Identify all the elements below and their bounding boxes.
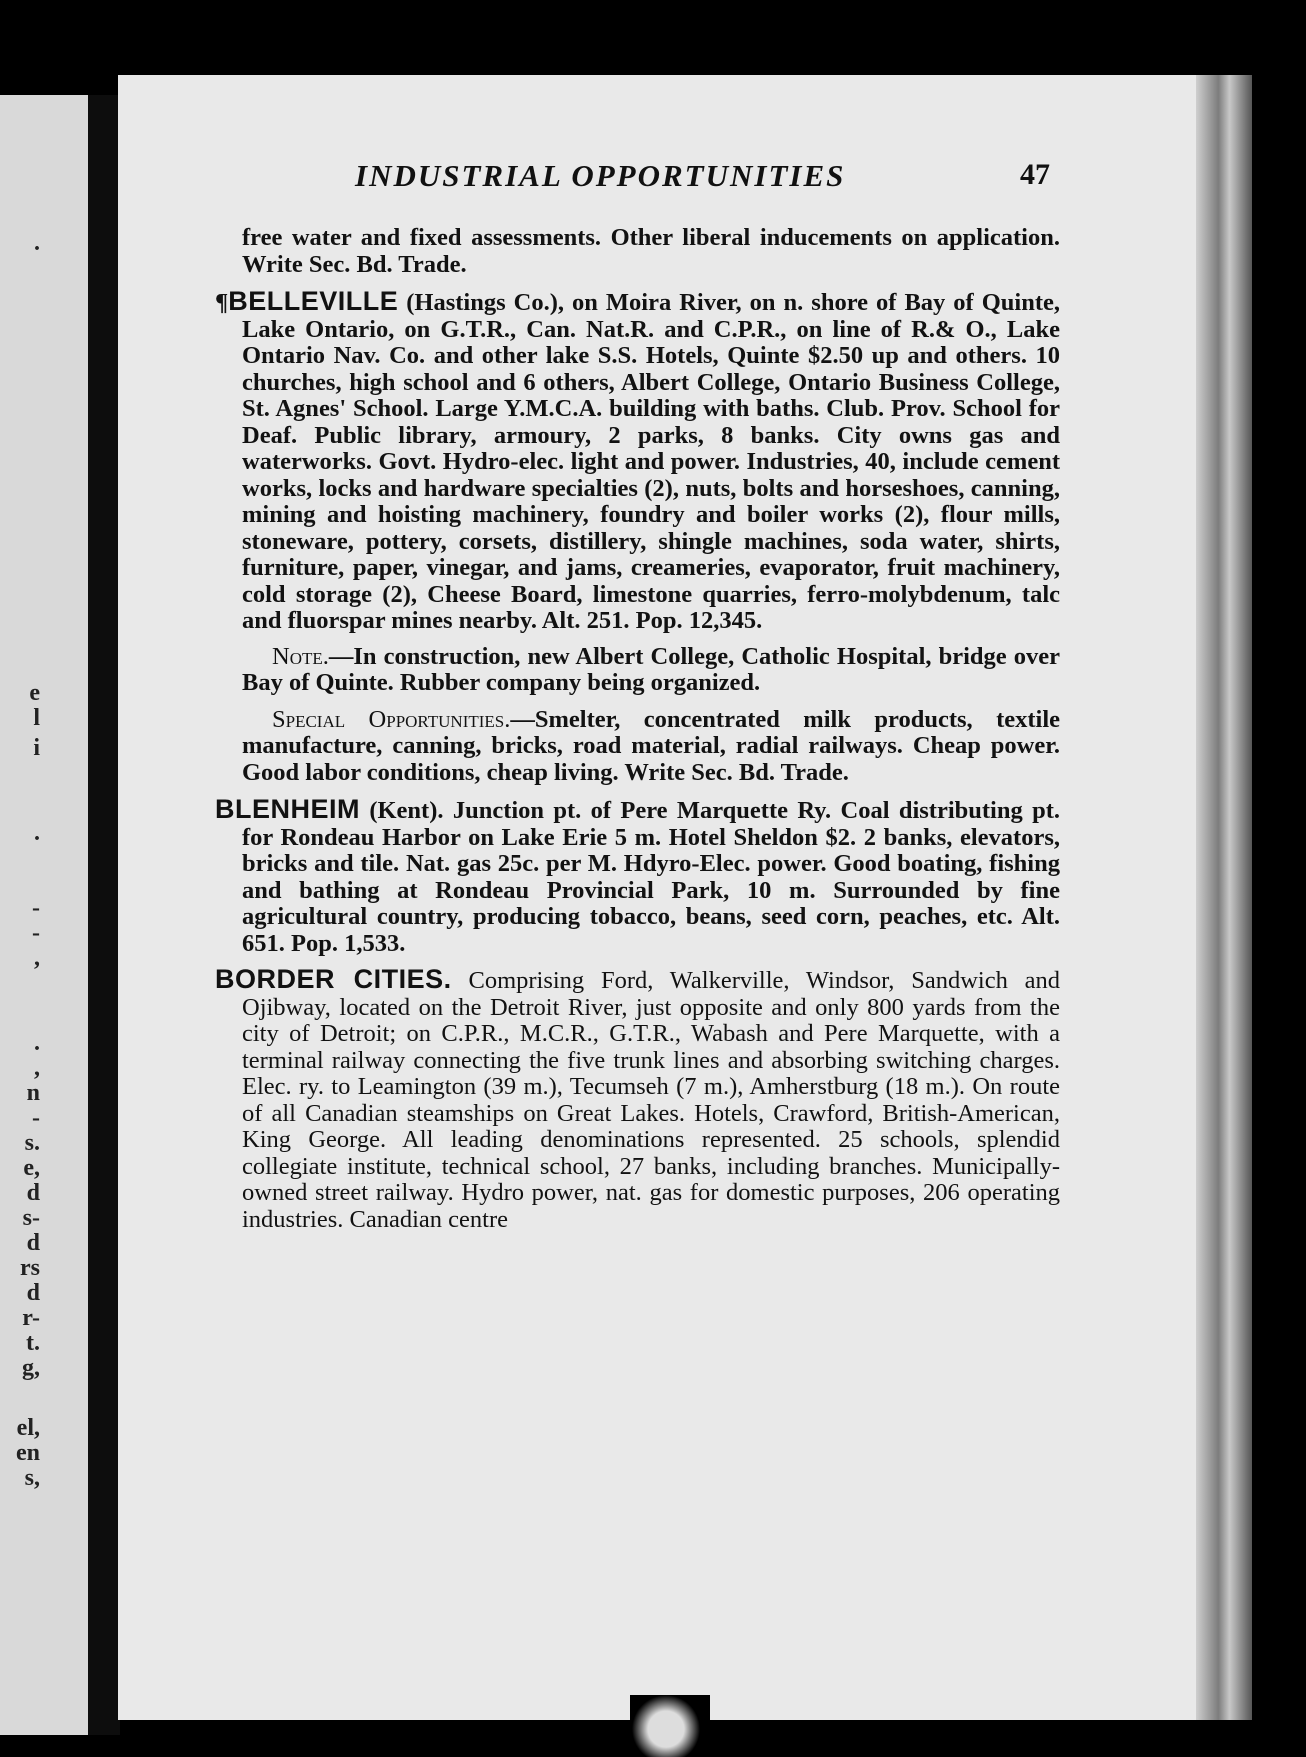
facing-page-fragment: en	[16, 1440, 40, 1466]
entry-body: (Hastings Co.), on Moira River, on n. shore of Bay of Quinte, Lake Ontario, on G.T.R., Can. Nat.R. and C.P.R., on line of R.& O., Lake Ontario Nav. Co. and other lake S.S. Hotels, Quinte $2.50 up and others. 10 churches, high school and 6 others, Albert College, Ontario Business College, St. Agnes' School. Large Y.M.C.A. building with baths. Club. Prov. School for Deaf. Public library, armoury, 2 parks, 8 banks. City owns gas and waterworks. Govt. Hydro-elec. light and power. Industries, 40, include cement works, locks and hardware specialties (2), nuts, bolts and horseshoes, canning, mining and hoisting machinery, foundry and boiler works (2), flour mills, stoneware, pottery, corsets, distillery, shingle machines, soda water, shirts, furniture, paper, vinegar, and jams, creameries, evaporator, fruit machinery, cold storage (2), Cheese Board, limestone quarries, ferro-molybdenum, talc and fluorspar mines nearby. Alt. 251. Pop. 12,345.	[242, 289, 1060, 634]
facing-page-fragment: el,	[16, 1415, 40, 1441]
entry-body: (Kent). Junction pt. of Pere Marquette Ry. Coal distributing pt. for Rondeau Harbor on Lake Erie 5 m. Hotel Sheldon $2. 2 banks, elevators, bricks and tile. Nat. gas 25c. per M. Hdyro-Elec. power. Good boating, fishing and bathing at Rondeau Provincial Park, 10 m. Surrounded by fine agricultural country, producing tobacco, beans, seed corn, peaches, etc. Alt. 651. Pop. 1,533.	[242, 797, 1060, 957]
facing-page-fragment: .	[34, 1030, 40, 1056]
special-body: —Smelter, concentrated milk products, textile manufacture, canning, bricks, road material, radial railways. Cheap power. Good labor conditions, cheap living. Write Sec. Bd. Trade.	[242, 705, 1060, 786]
entry-border-cities	[215, 966, 1060, 1233]
facing-page-fragment: s.	[24, 1130, 40, 1156]
facing-page-fragment: -	[32, 895, 40, 921]
facing-page-fragment: t.	[26, 1330, 40, 1356]
running-header	[240, 158, 1050, 198]
facing-page-fragment: -	[32, 920, 40, 946]
continuation-paragraph: free water and fixed assessments. Other liberal inducements on application. Write Sec. Bd. Trade.	[242, 224, 1060, 278]
entry-belleville	[215, 288, 1060, 635]
facing-page-fragment: l	[33, 705, 40, 731]
facing-page-edge	[0, 95, 90, 1735]
place-name: BELLEVILLE	[228, 286, 399, 316]
facing-page-fragment: i	[33, 735, 40, 761]
facing-page-fragment: ,	[34, 1055, 40, 1081]
facing-page-fragment: .	[34, 230, 40, 256]
facing-page-fragment: d	[26, 1230, 40, 1256]
facing-page-fragment: g,	[22, 1355, 40, 1381]
facing-page-fragment: r-	[22, 1305, 40, 1331]
facing-page-fragment: ,	[34, 945, 40, 971]
entry-blenheim	[215, 796, 1060, 957]
page-edge-shadow	[1196, 75, 1252, 1720]
facing-page-fragment: e	[29, 680, 40, 706]
facing-page-fragment: .	[34, 820, 40, 846]
paragraph-mark: ¶	[215, 289, 229, 316]
note-body: —In construction, new Albert College, Catholic Hospital, bridge over Bay of Quinte. Rubber company being organized.	[242, 642, 1060, 696]
facing-page-fragment: e,	[23, 1155, 40, 1181]
special-label: Special Opportunities.	[272, 705, 511, 733]
facing-page-fragment: n	[26, 1080, 40, 1106]
special-opportunities-paragraph	[242, 707, 1060, 787]
facing-page-fragment: d	[26, 1180, 40, 1206]
place-name: BLENHEIM	[215, 794, 360, 824]
facing-page-fragment: s-	[22, 1205, 40, 1231]
running-title: INDUSTRIAL OPPORTUNITIES	[355, 158, 846, 193]
facing-page-fragment: -	[32, 1105, 40, 1131]
scan-artifact	[630, 1695, 710, 1757]
page-text	[215, 225, 1060, 1242]
book-gutter	[88, 95, 120, 1735]
facing-page-fragment: d	[26, 1280, 40, 1306]
place-name: BORDER CITIES.	[215, 964, 452, 994]
facing-page-fragment: rs	[20, 1255, 40, 1281]
note-label: Note.	[272, 642, 329, 670]
note-paragraph	[242, 644, 1060, 697]
entry-body: Comprising Ford, Walkerville, Windsor, Sandwich and Ojibway, located on the Detroit River, just opposite and only 800 yards from the city of Detroit; on C.P.R., M.C.R., G.T.R., Wabash and Pere Marquette, with a terminal railway connecting the five trunk lines and absorbing switching charges. Elec. ry. to Leamington (39 m.), Tecumseh (7 m.), Amherstburg (18 m.). On route of all Canadian steamships on Great Lakes. Hotels, Crawford, British-American, King George. All leading denominations represented. 25 schools, splendid collegiate institute, technical school, 27 banks, including branches. Municipally-owned street railway. Hydro power, nat. gas for domestic purposes, 206 operating industries. Canadian centre	[242, 967, 1060, 1233]
page-number: 47	[1020, 158, 1050, 191]
facing-page-fragment: s,	[24, 1465, 40, 1491]
